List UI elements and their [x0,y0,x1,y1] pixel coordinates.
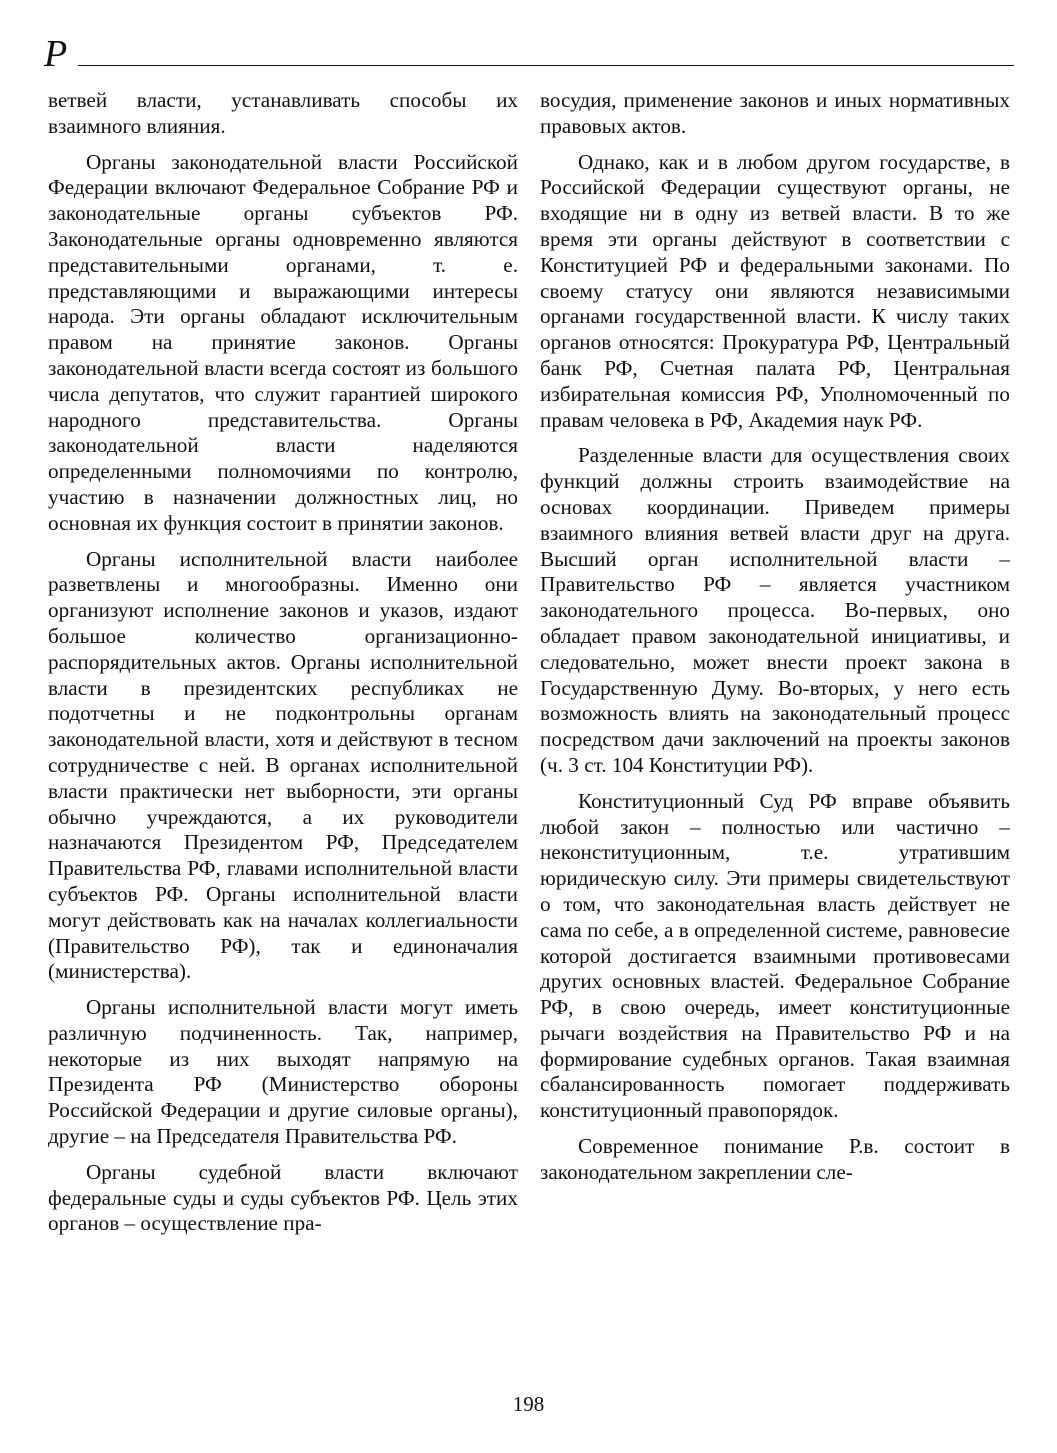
left-column [48,88,518,1247]
paragraph: Разделенные власти для осуществления своих функций должны строить взаимодействие на основах координации. Приведем примеры взаимного влияния ветвей власти друг на друга. Высший орган исполнительной власти – Правительство РФ – является участником законодательного процесса. Во-первых, оно обладает правом законодательной инициативы, и следовательно, может внести проект закона в Государственную Думу. Во-вторых, у него есть возможность влиять на законодательный процесс посредством дачи заключений на проекты законов (ч. 3 ст. 104 Конституции РФ). [540,443,1010,777]
right-column [540,88,1010,1196]
paragraph: восудия, применение законов и иных нормативных правовых актов. [540,88,1010,138]
paragraph: Органы исполнительной власти могут иметь различную подчиненность. Так, например, некоторые из них выходят напрямую на Президента РФ (Министерство обороны Российской Федерации и другие силовые органы), другие – на Председателя Правительства РФ. [48,995,518,1149]
running-header [44,34,1014,74]
paragraph: Органы исполнительной власти наиболее разветвлены и многообразны. Именно они организуют исполнение законов и указов, издают большое количество организационно-распорядительных актов. Органы исполнительной власти в президентских республиках не подотчетны и не подконтрольны органам законодательной власти, хотя и действуют в тесном сотрудничестве с ней. В органах исполнительной власти практически нет выборности, эти органы обычно учреждаются, а их руководители назначаются Президентом РФ, Председателем Правительства РФ, главами исполнительной власти субъектов РФ. Органы исполнительной власти могут действовать как на началах коллегиальности (Правительство РФ), так и единоначалия (министерства). [48,546,518,984]
paragraph: Современное понимание Р.в. состоит в законодательном закреплении сле- [540,1134,1010,1184]
paragraph: Органы законодательной власти Российской Федерации включают Федеральное Собрание РФ и законодательные органы субъектов РФ. Законодательные органы одновременно являются представительными органами, т. е. представляющими и выражающими интересы народа. Эти органы обладают исключительным правом на принятие законов. Органы законодательной власти всегда состоят из большого числа депутатов, что служит гарантией широкого народного представительства. Органы законодательной власти наделяются определенными полномочиями по контролю, участию в назначении должностных лиц, но основная их функция состоит в принятии законов. [48,149,518,535]
paragraph: Конституционный Суд РФ вправе объявить любой закон – полностью или частично – неконституционным, т.е. утратившим юридическую силу. Эти примеры свидетельствуют о том, что законодательная власть действует не сама по себе, а в определенной системе, равновесие которой достигается взаимными противовесами других основных властей. Федеральное Собрание РФ, в свою очередь, имеет конституционные рычаги воздействия на Правительство РФ и на формирование судебных органов. Такая взаимная сбалансированность помогает поддерживать конституционный правопорядок. [540,788,1010,1123]
header-rule [78,65,1014,66]
paragraph: Однако, как и в любом другом государстве, в Российской Федерации существуют органы, не входящие ни в одну из ветвей власти. В то же время эти органы действуют в соответствии с Конституцией РФ и федеральными законами. По своему статусу они являются независимыми органами государственной власти. К числу таких органов относятся: Прокуратура РФ, Центральный банк РФ, Счетная палата РФ, Центральная избирательная комиссия РФ, Уполномоченный по правам человека в РФ, Академия наук РФ. [540,149,1010,432]
header-letter: Р [44,33,68,75]
page-number: 198 [512,1392,545,1416]
paragraph: Органы судебной власти включают федеральные суды и суды субъектов РФ. Цель этих органов – осуществление пра- [48,1159,518,1236]
paragraph: ветвей власти, устанавливать способы их взаимного влияния. [48,88,518,138]
